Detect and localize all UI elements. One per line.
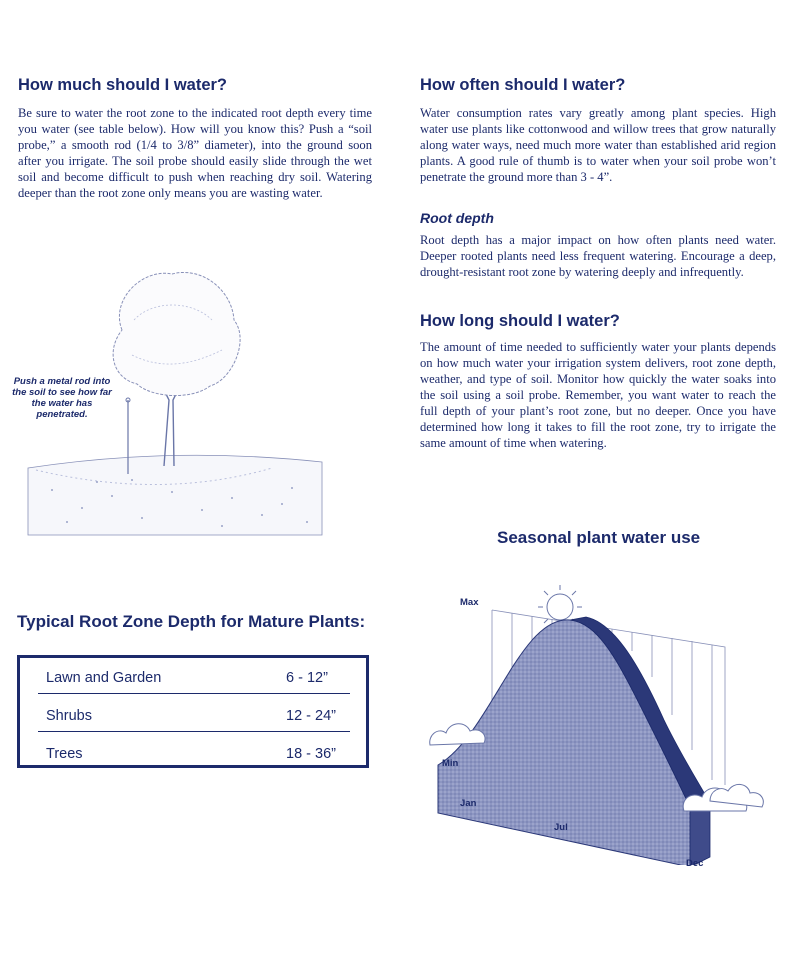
axis-label-min: Min	[442, 758, 459, 769]
axis-label-max: Max	[460, 597, 479, 608]
axis-label-jul: Jul	[554, 822, 568, 833]
table-row	[38, 662, 350, 694]
root-depth-value: 6 - 12”	[286, 670, 328, 686]
seasonal-title: Seasonal plant water use	[497, 528, 701, 547]
paragraph-how-much: Be sure to water the root zone to the indicated root depth every time you water (see table below). How will you know this? Push a “soil probe,” a smooth rod (1/4 to 3/8” diameter), into the ground soon after you irrigate. The soil probe should easily slide through the wet soil and become difficult to push when reaching dry soil. Watering deeper than the root zone only means you are wasting water.	[18, 106, 372, 200]
table-row	[38, 700, 350, 732]
plant-name: Trees	[46, 746, 83, 762]
axis-label-jan: Jan	[460, 798, 477, 809]
paragraph-root-depth: Root depth has a major impact on how often plants need water. Deeper rooted plants need less frequent watering. Encourage a deep, drought-resistant root zone by watering deeply and infrequently.	[420, 233, 776, 279]
axis-label-dec: Dec	[686, 858, 704, 869]
table-divider	[38, 731, 350, 732]
root-depth-table	[17, 655, 369, 768]
root-depth-value: 18 - 36”	[286, 746, 336, 762]
table-row	[38, 738, 350, 770]
paragraph-how-long: The amount of time needed to sufficiently water your plants depends on how much water your irrigation system delivers, root zone depth, weather, and type of soil. Monitor how quickly the water soaks into the soil using a soil probe. Remember, you want water to reach the full depth of your plant’s root zone, but no deeper. Once you have determined how long it takes to fill the root zone, try to irrigate the same amount of time when watering.	[420, 340, 776, 450]
heading-how-often: How often should I water?	[420, 76, 626, 94]
seasonal-water-use-illustration	[420, 575, 770, 865]
heading-root-depth: Root depth	[420, 210, 494, 226]
plant-name: Shrubs	[46, 708, 92, 724]
table-divider	[38, 693, 350, 694]
heading-how-long: How long should I water?	[420, 312, 620, 330]
paragraph-how-often: Water consumption rates vary greatly among plant species. High water use plants like cottonwood and willow trees that grow naturally along water ways, need much more water than established arid region plants. A good rule of thumb is to water when your soil probe won’t penetrate the ground more than 3 - 4”.	[420, 106, 776, 184]
probe-caption: Push a metal rod into the soil to see how far the water has penetrated.	[12, 376, 112, 420]
heading-how-much: How much should I water?	[18, 76, 228, 94]
root-depth-value: 12 - 24”	[286, 708, 336, 724]
plant-name: Lawn and Garden	[46, 670, 162, 686]
root-table-title: Typical Root Zone Depth for Mature Plants:	[17, 612, 366, 631]
